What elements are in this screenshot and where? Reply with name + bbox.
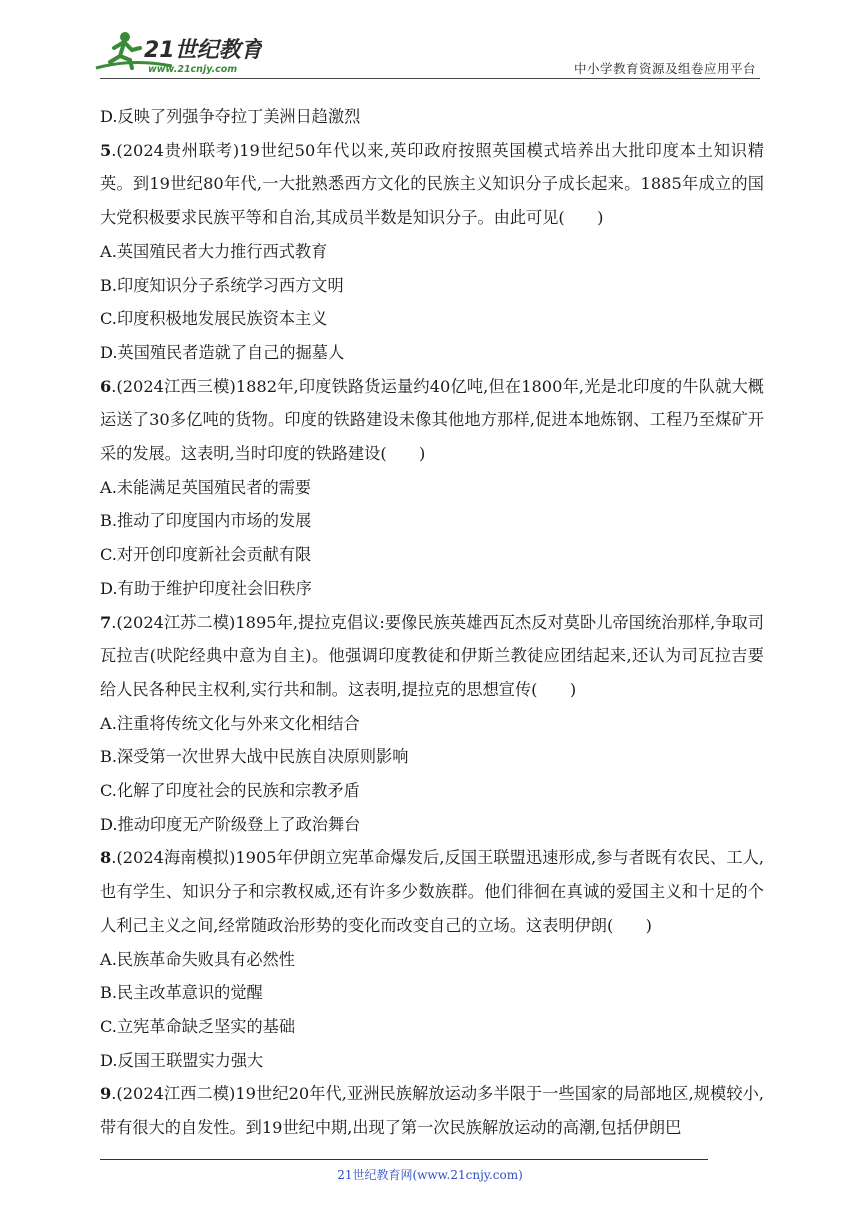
question-number: 5 bbox=[100, 140, 112, 160]
option-item: C.立宪革命缺乏坚实的基础 bbox=[100, 1016, 296, 1036]
option-item: A.注重将传统文化与外来文化相结合 bbox=[100, 713, 360, 733]
logo-url: www.21cnjy.com bbox=[148, 64, 238, 75]
option-item: C.对开创印度新社会贡献有限 bbox=[100, 545, 312, 565]
question-text: .(2024江西三模)1882年,印度铁路货运量约40亿吨,但在1800年,光是北印度的牛队就大概运送了30多亿吨的货物。印度的铁路建设未像其他地方那样,促进本地炼钢、工程乃至煤矿开采的发展。这表明,当时印度的铁路建设( ) bbox=[100, 376, 764, 464]
question-text: .(2024贵州联考)19世纪50年代以来,英印政府按照英国模式培养出大批印度本土知识精英。到19世纪80年代,一大批熟悉西方文化的民族主义知识分子成长起来。1885年成立的国大党积极要求民族平等和自治,其成员半数是知识分子。由此可见( ) bbox=[100, 140, 764, 228]
question-stem bbox=[100, 1077, 764, 1144]
option-item: C.化解了印度社会的民族和宗教矛盾 bbox=[100, 781, 360, 801]
question-number: 7 bbox=[100, 612, 112, 632]
option-item: D.英国殖民者造就了自己的掘墓人 bbox=[100, 342, 345, 362]
question-text: .(2024海南模拟)1905年伊朗立宪革命爆发后,反国王联盟迅速形成,参与者既有农民、工人,也有学生、知识分子和宗教权威,还有许多少数族群。他们徘徊在真诚的爱国主义和十足的个人利己主义之间,经常随政治形势的变化而改变自己的立场。这表明伊朗( ) bbox=[100, 848, 764, 935]
question-text: .(2024江苏二模)1895年,提拉克倡议:要像民族英雄西瓦杰反对莫卧儿帝国统治那样,争取司瓦拉吉(吠陀经典中意为自主)。他强调印度教徒和伊斯兰教徒应团结起来,还认为司瓦拉吉要给人民各种民主权利,实行共和制。这表明,提拉克的思想宣传( ) bbox=[100, 612, 764, 699]
logo-runner-icon bbox=[92, 28, 262, 78]
page-header bbox=[0, 0, 860, 82]
option-item: B.印度知识分子系统学习西方文明 bbox=[100, 275, 344, 295]
question-text: .(2024江西二模)19世纪20年代,亚洲民族解放运动多半限于一些国家的局部地区,规模较小,带有很大的自发性。到19世纪中期,出现了第一次民族解放运动的高潮,包括伊朗巴 bbox=[100, 1084, 764, 1138]
option-item: D.反映了列强争夺拉丁美洲日趋激烈 bbox=[100, 107, 361, 126]
option-item: A.英国殖民者大力推行西式教育 bbox=[100, 241, 328, 261]
option-item: A.未能满足英国殖民者的需要 bbox=[100, 477, 312, 497]
option-item: B.深受第一次世界大战中民族自决原则影响 bbox=[100, 747, 409, 767]
site-logo[interactable] bbox=[92, 28, 262, 78]
footer-link[interactable]: 21世纪教育网(www.21cnjy.com) bbox=[337, 1168, 523, 1182]
footer-divider bbox=[100, 1159, 708, 1160]
question-number: 9 bbox=[100, 1084, 112, 1104]
question-stem bbox=[100, 606, 764, 707]
question-number: 8 bbox=[100, 848, 112, 868]
option-item: B.推动了印度国内市场的发展 bbox=[100, 511, 312, 531]
question-9 bbox=[100, 1077, 764, 1144]
question-stem bbox=[100, 370, 764, 471]
option-item: A.民族革命失败具有必然性 bbox=[100, 949, 295, 969]
question-number: 6 bbox=[100, 376, 112, 396]
question-7 bbox=[100, 606, 764, 842]
header-divider bbox=[100, 78, 760, 79]
question-6 bbox=[100, 370, 764, 606]
option-item: B.民主改革意识的觉醒 bbox=[100, 983, 263, 1003]
question-stem bbox=[100, 841, 764, 942]
option-item: C.印度积极地发展民族资本主义 bbox=[100, 309, 328, 329]
question-stem bbox=[100, 134, 764, 235]
document-body bbox=[100, 100, 764, 1145]
platform-name: 中小学教育资源及组卷应用平台 bbox=[573, 61, 756, 76]
logo-text: 21世纪教育 bbox=[144, 38, 262, 63]
question-5 bbox=[100, 134, 764, 370]
option-item: D.有助于维护印度社会旧秩序 bbox=[100, 578, 312, 598]
option-item: D.推动印度无产阶级登上了政治舞台 bbox=[100, 814, 361, 834]
option-item: D.反国王联盟实力强大 bbox=[100, 1050, 264, 1070]
question-8 bbox=[100, 841, 764, 1077]
